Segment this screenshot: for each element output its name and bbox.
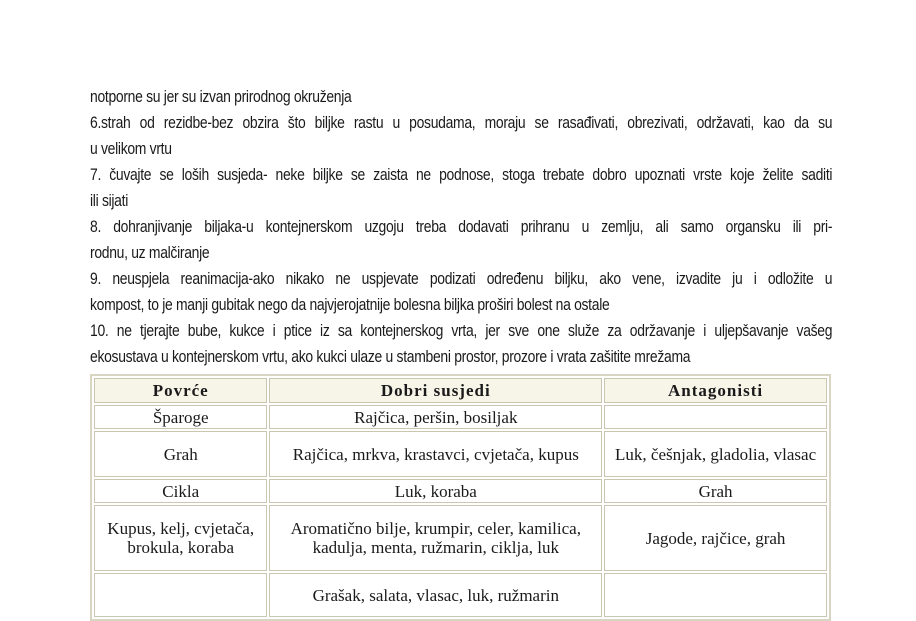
text-line: 10. ne tjerajte bube, kukce i ptice iz sa kontejnerskog vrta, jer sve one služe za održavanje i uljepšavanje vašeg bbox=[90, 322, 833, 340]
header-antagonists: Antagonisti bbox=[604, 378, 827, 403]
text-line: 7. čuvajte se loših susjeda- neke biljke se zaista ne podnose, stoga trebate dobro upoznati vrste koje želite saditi bbox=[90, 166, 833, 184]
cell-vegetable: Grah bbox=[94, 431, 267, 477]
cell-good-neighbours: Rajčica, peršin, bosiljak bbox=[269, 405, 602, 429]
text-line: 8. dohranjivanje biljaka-u kontejnerskom uzgoju treba dodavati prihranu u zemlju, ali samo organsku ili pri- bbox=[90, 218, 833, 236]
text-line: ili sijati bbox=[90, 192, 128, 210]
body-text bbox=[90, 84, 832, 370]
text-line: kompost, to je manji gubitak nego da najvjerojatnije bolesna biljka proširi bolest na ostale bbox=[90, 296, 610, 314]
table-row bbox=[94, 405, 827, 429]
table-row bbox=[94, 573, 827, 617]
cell-antagonists: Grah bbox=[604, 479, 827, 503]
cell-vegetable: Cikla bbox=[94, 479, 267, 503]
cell-vegetable: Šparoge bbox=[94, 405, 267, 429]
table-header-row bbox=[94, 378, 827, 403]
header-good-neighbours: Dobri susjedi bbox=[269, 378, 602, 403]
text-line: 6.strah od rezidbe-bez obzira što biljke rastu u posudama, moraju se rasađivati, obrezivati, održavati, kao da su bbox=[90, 114, 833, 132]
cell-antagonists bbox=[604, 405, 827, 429]
text-line: notporne su jer su izvan prirodnog okruženja bbox=[90, 88, 352, 106]
cell-good-neighbours: Grašak, salata, vlasac, luk, ružmarin bbox=[269, 573, 602, 617]
text-line: ekosustava u kontejnerskom vrtu, ako kukci ulaze u stambeni prostor, prozore i vrata zašitite mrežama bbox=[90, 348, 691, 366]
cell-antagonists bbox=[604, 573, 827, 617]
companion-planting-table bbox=[90, 374, 831, 621]
header-vegetable: Povrće bbox=[94, 378, 267, 403]
cell-good-neighbours: Luk, koraba bbox=[269, 479, 602, 503]
text-line: rodnu, uz malčiranje bbox=[90, 244, 210, 262]
text-line: 9. neuspjela reanimacija-ako nikako ne uspjevate podizati određenu biljku, ako vene, izvadite ju i odložite u bbox=[90, 270, 833, 288]
cell-antagonists: Jagode, rajčice, grah bbox=[604, 505, 827, 571]
cell-good-neighbours: Rajčica, mrkva, krastavci, cvjetača, kupus bbox=[269, 431, 602, 477]
table-row bbox=[94, 505, 827, 571]
companion-planting-table-wrapper bbox=[90, 374, 831, 621]
cell-antagonists: Luk, češnjak, gladolia, vlasac bbox=[604, 431, 827, 477]
cell-vegetable: Kupus, kelj, cvjetača, brokula, koraba bbox=[94, 505, 267, 571]
table-row bbox=[94, 479, 827, 503]
table-row bbox=[94, 431, 827, 477]
cell-good-neighbours: Aromatično bilje, krumpir, celer, kamilica, kadulja, menta, ružmarin, ciklja, luk bbox=[269, 505, 602, 571]
text-line: u velikom vrtu bbox=[90, 140, 172, 158]
cell-vegetable bbox=[94, 573, 267, 617]
